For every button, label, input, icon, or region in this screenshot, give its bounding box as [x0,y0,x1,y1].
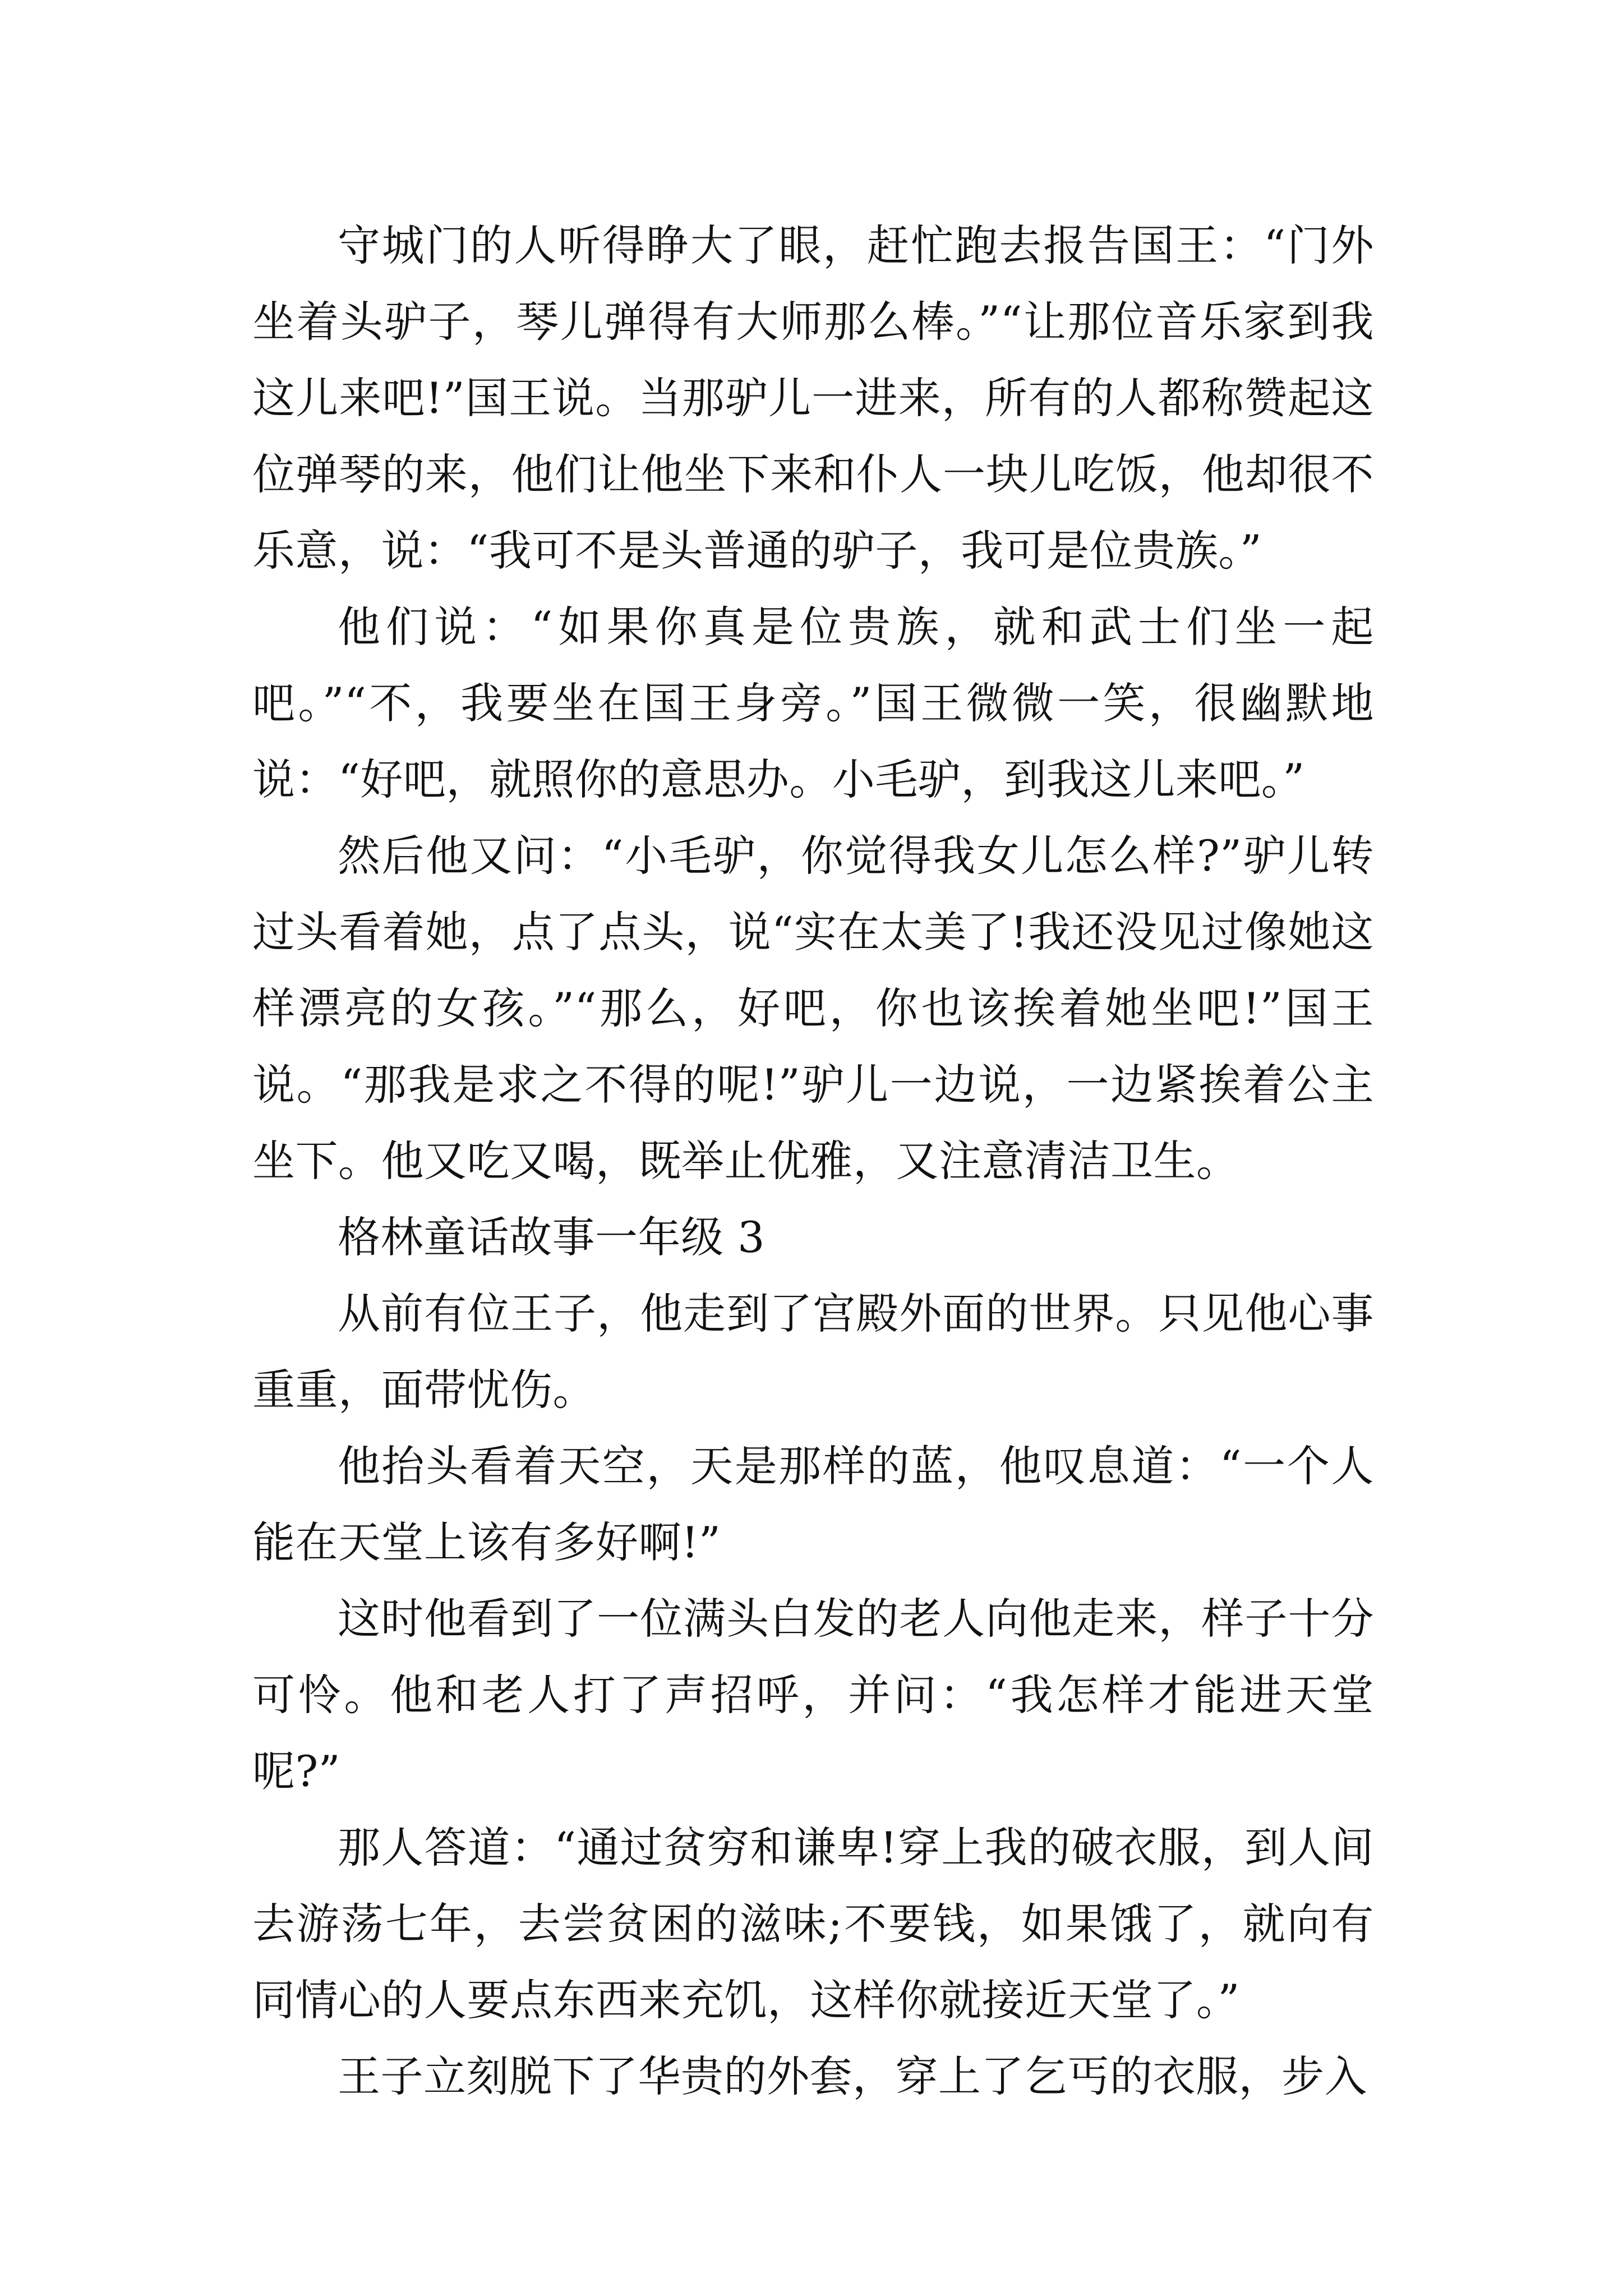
paragraph: 他们说：“如果你真是位贵族，就和武士们坐一起吧。”“不，我要坐在国王身旁。”国王微微一笑，很幽默地说：“好吧，就照你的意思办。小毛驴，到我这儿来吧。” [252,602,1374,804]
paragraph: 那人答道：“通过贫穷和谦卑!穿上我的破衣服，到人间去游荡七年，去尝贫困的滋味;不要钱，如果饿了，就向有同情心的人要点东西来充饥，这样你就接近天堂了。” [252,1823,1374,2025]
section-heading: 格林童话故事一年级 3 [338,1212,766,1262]
paragraph: 从前有位王子，他走到了宫殿外面的世界。只见他心事重重，面带忧伤。 [252,1289,1374,1415]
paragraph: 守城门的人听得睁大了眼，赶忙跑去报告国王：“门外坐着头驴子，琴儿弹得有大师那么棒。”“让那位音乐家到我这儿来吧!”国王说。当那驴儿一进来，所有的人都称赞起这位弹琴的来，他们让他坐下来和仆人一块儿吃饭，他却很不乐意，说：“我可不是头普通的驴子，我可是位贵族。” [252,220,1374,576]
paragraph: 王子立刻脱下了华贵的外套，穿上了乞丐的衣服，步入 [338,2051,1367,2101]
document-body [252,208,1374,2115]
paragraph: 他抬头看着天空，天是那样的蓝，他叹息道：“一个人能在天堂上该有多好啊!” [252,1441,1374,1567]
paragraph: 这时他看到了一位满头白发的老人向他走来，样子十分可怜。他和老人打了声招呼，并问：“我怎样才能进天堂呢?” [252,1594,1374,1796]
paragraph: 然后他又问：“小毛驴，你觉得我女儿怎么样?”驴儿转过头看着她，点了点头，说“实在太美了!我还没见过像她这样漂亮的女孩。”“那么，好吧，你也该挨着她坐吧!”国王说。“那我是求之不得的呢!”驴儿一边说，一边紧挨着公主坐下。他又吃又喝，既举止优雅，又注意清洁卫生。 [252,831,1374,1186]
